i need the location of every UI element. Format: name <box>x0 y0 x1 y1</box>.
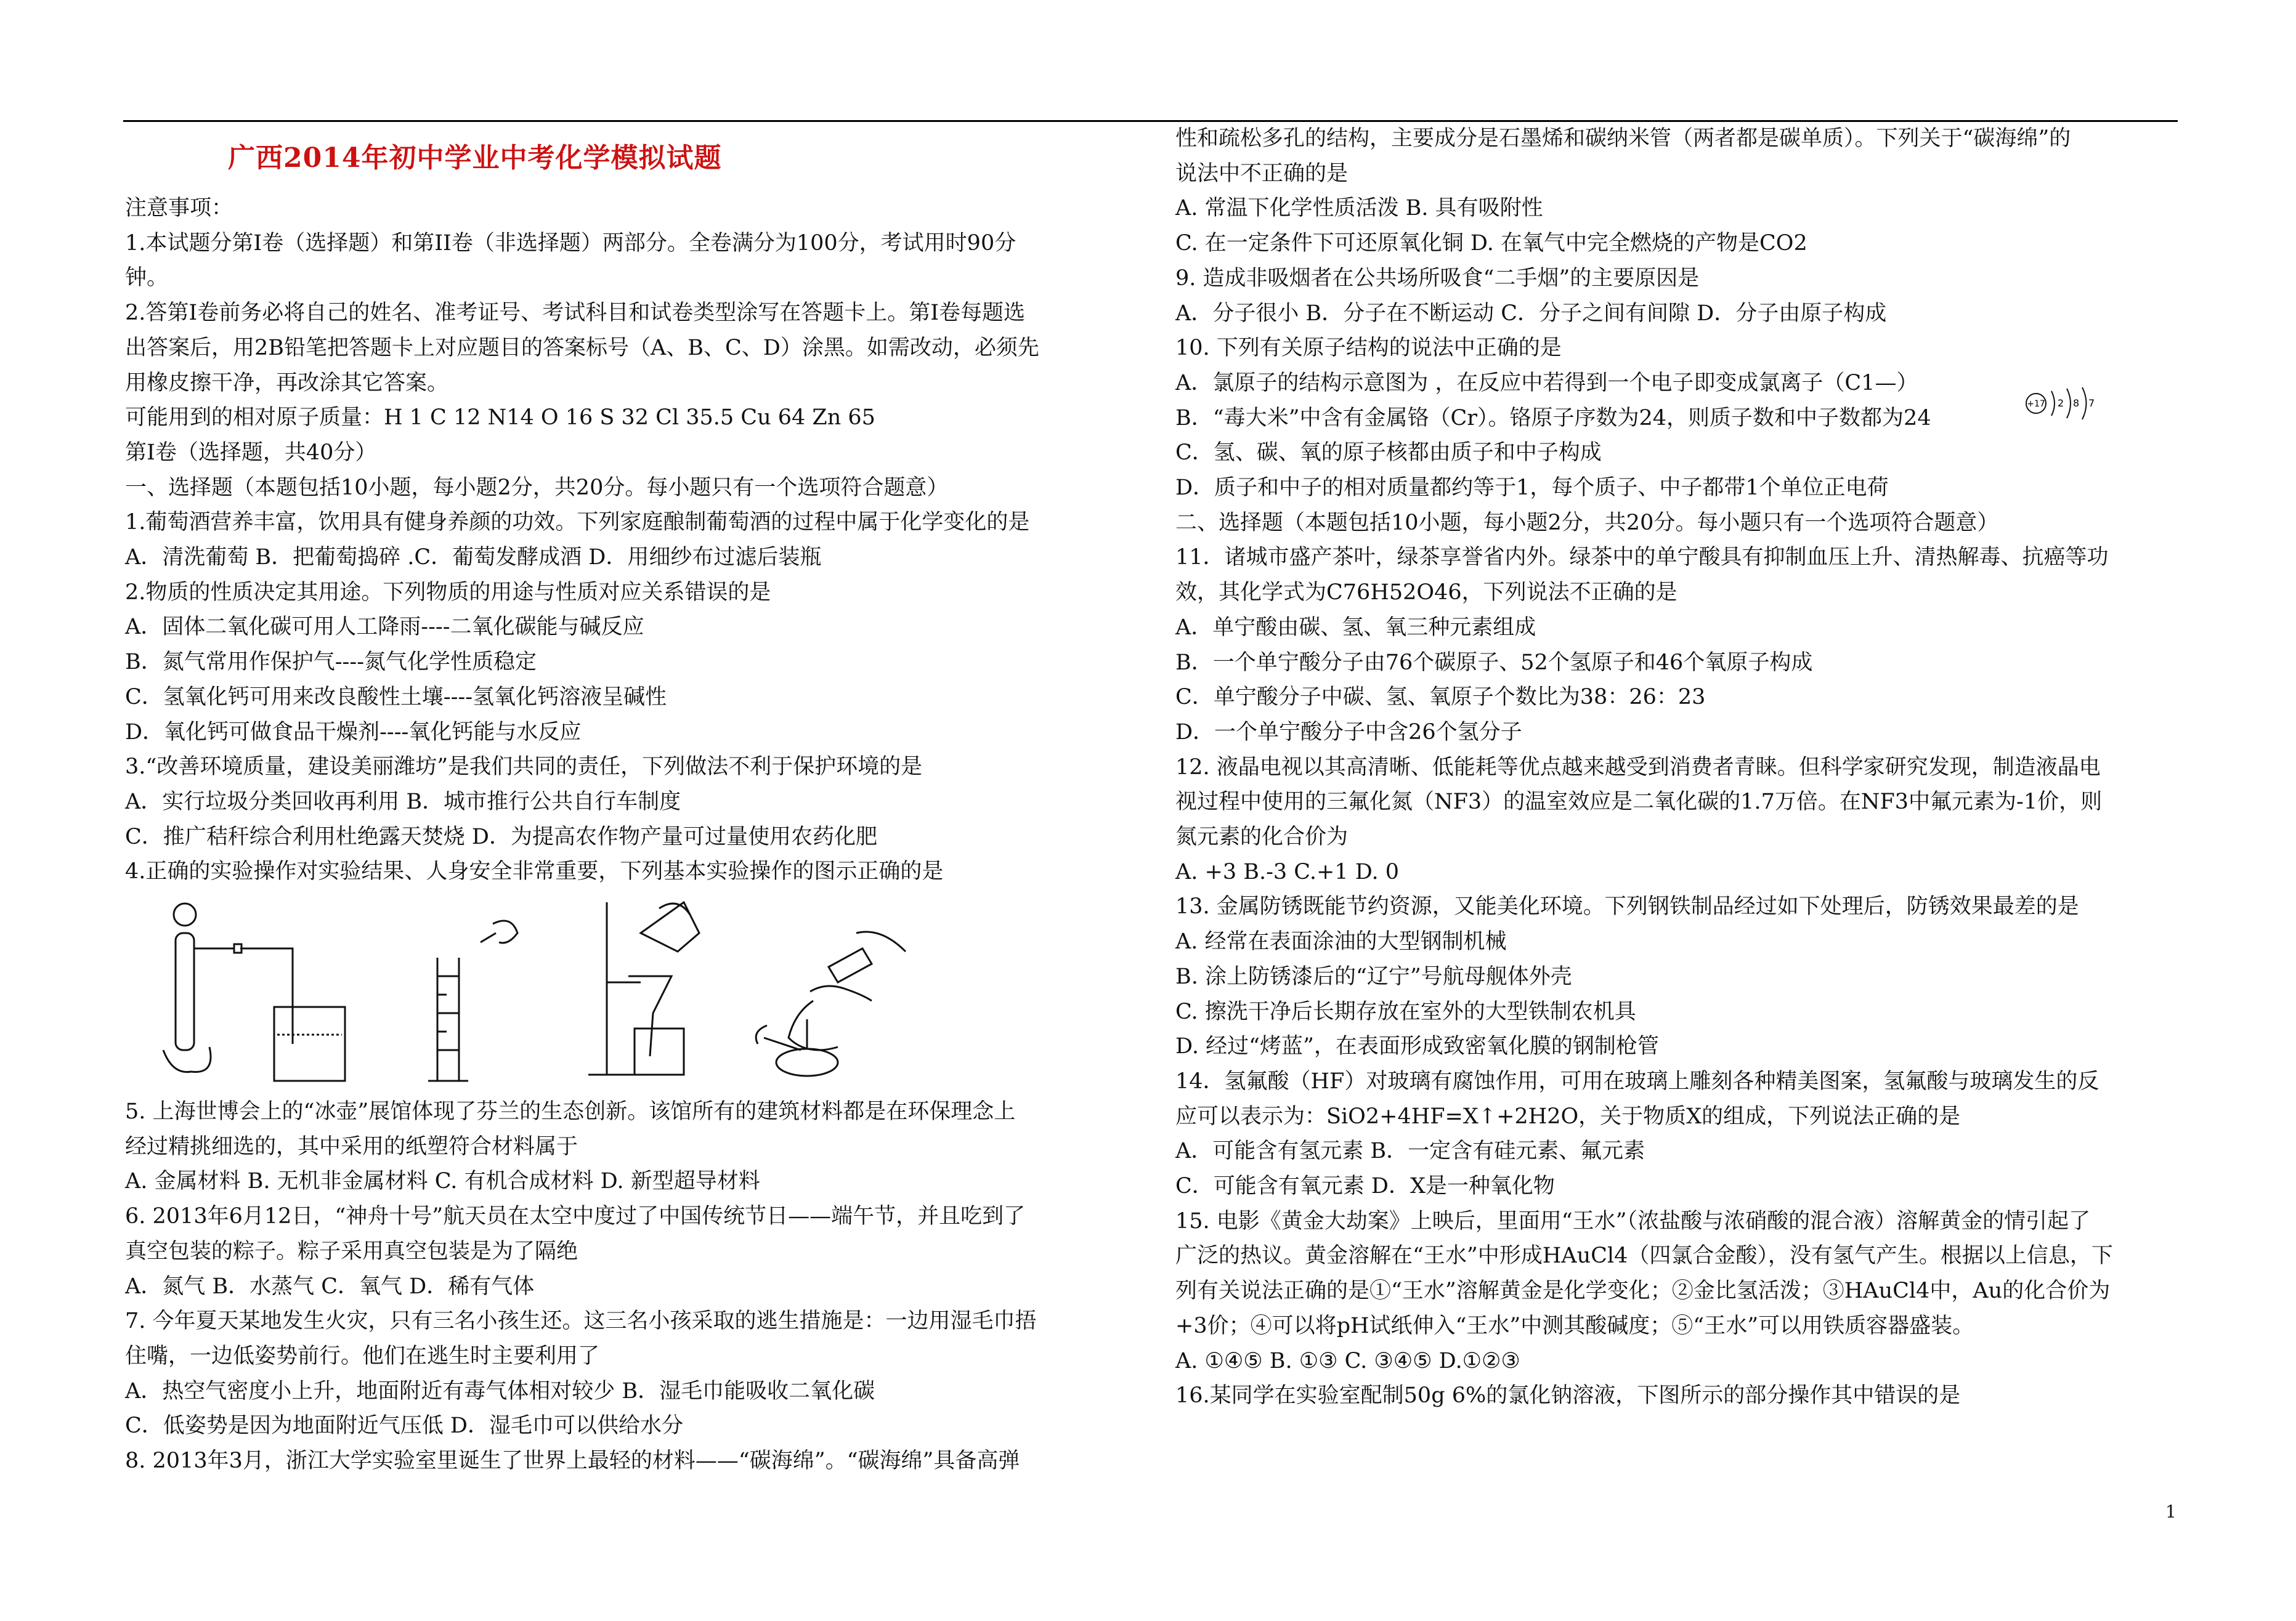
text-line: C．氢氧化钙可用来改良酸性土壤----氢氧化钙溶液呈碱性 <box>125 684 667 709</box>
svg-text:8: 8 <box>2073 397 2080 409</box>
gas-generation-apparatus <box>163 903 345 1081</box>
text-line: 9. 造成非吸烟者在公共场所吸食“二手烟”的主要原因是 <box>1175 265 1700 291</box>
text-line: 广泛的热议。黄金溶解在“王水”中形成HAuCl4（四氯合金酸），没有氢气产生。根据以上信息，下 <box>1175 1243 2113 1269</box>
text-line: 15. 电影《黄金大劫案》上映后，里面用“王水”（浓盐酸与浓硝酸的混合液）溶解黄金的情引起了 <box>1175 1208 2091 1234</box>
text-line: 真空包装的粽子。粽子采用真空包装是为了隔绝 <box>125 1239 578 1264</box>
text-line: 1.葡萄酒营养丰富，饮用具有健身养颜的功效。下列家庭酿制葡萄酒的过程中属于化学变化的是 <box>125 510 1030 535</box>
text-line: D．一个单宁酸分子中含26个氢分子 <box>1175 719 1522 745</box>
text-line: A．单宁酸由碳、氢、氧三种元素组成 <box>1175 615 1536 640</box>
text-line: 用橡皮擦干净，再改涂其它答案。 <box>125 370 449 395</box>
text-line: 12. 液晶电视以其高清晰、低能耗等优点越来越受到消费者青睐。但科学家研究发现，制造液晶电 <box>1175 754 2101 780</box>
text-line: 二、选择题（本题包括10小题，每小题2分，共20分。每小题只有一个选项符合题意） <box>1175 510 1999 535</box>
text-line: 13. 金属防锈既能节约资源，又能美化环境。下列钢铁制品经过如下处理后，防锈效果最差的是 <box>1175 894 2079 920</box>
text-line: 2.答第I卷前务必将自己的姓名、准考证号、考试科目和试卷类型涂写在答题卡上。第I卷每题选 <box>125 301 1026 326</box>
text-line: D．氧化钙可做食品干燥剂----氧化钙能与水反应 <box>125 719 582 745</box>
text-line: B．一个单宁酸分子由76个碳原子、52个氢原子和46个氧原子构成 <box>1175 650 1813 675</box>
text-line: C．氢、碳、氧的原子核都由质子和中子构成 <box>1175 440 1602 466</box>
text-line: 住嘴，一边低姿势前行。他们在逃生时主要利用了 <box>125 1343 600 1368</box>
text-line: C．低姿势是因为地面附近气压低 D．湿毛巾可以供给水分 <box>125 1413 683 1439</box>
text-line: A．固体二氧化碳可用人工降雨----二氧化碳能与碱反应 <box>125 615 644 640</box>
text-line: D. 经过“烤蓝”，在表面形成致密氧化膜的钢制枪管 <box>1175 1034 1659 1059</box>
text-line: 第I卷（选择题，共40分） <box>125 440 377 465</box>
header-rule <box>123 120 2178 122</box>
text-line: 说法中不正确的是 <box>1175 161 1349 186</box>
text-line: A．实行垃圾分类回收再利用 B．城市推行公共自行车制度 <box>125 789 681 814</box>
text-line: 16.某同学在实验室配制50g 6%的氯化钠溶液，下图所示的部分操作其中错误的是 <box>1175 1383 1961 1409</box>
text-line: A. 金属材料 B. 无机非金属材料 C. 有机合成材料 D. 新型超导材料 <box>125 1169 760 1194</box>
text-line: A. ①④⑤ B. ①③ C. ③④⑤ D.①②③ <box>1175 1348 1520 1373</box>
text-line: B．氮气常用作保护气----氮气化学性质稳定 <box>125 650 537 675</box>
text-line: 4.正确的实验操作对实验结果、人身安全非常重要，下列基本实验操作的图示正确的是 <box>125 859 944 884</box>
text-line: B. 涂上防锈漆后的“辽宁”号航母舰体外壳 <box>1175 964 1572 989</box>
text-line: C. 在一定条件下可还原氧化铜 D. 在氧气中完全燃烧的产物是CO2 <box>1175 231 1807 256</box>
filtration-setup <box>588 902 699 1075</box>
text-line: A．氯原子的结构示意图为 ，在反应中若得到一个电子即变成氯离子（C1—） <box>1175 370 1918 395</box>
text-line: D．质子和中子的相对质量都约等于1，每个质子、中子都带1个单位正电荷 <box>1175 475 1889 500</box>
text-line: 出答案后，用2B铅笔把答题卡上对应题目的答案标号（A、B、C、D）涂黑。如需改动，必须先 <box>125 335 1039 360</box>
text-line: 7. 今年夏天某地发生火灾，只有三名小孩生还。这三名小孩采取的逃生措施是：一边用湿毛巾捂 <box>125 1309 1037 1334</box>
text-line: 10. 下列有关原子结构的说法中正确的是 <box>1175 336 1562 361</box>
text-line: 经过精挑细选的，其中采用的纸塑符合材料属于 <box>125 1134 578 1159</box>
text-line: A．可能含有氢元素 B．一定含有硅元素、氟元素 <box>1175 1139 1645 1164</box>
text-line: 14．氢氟酸（HF）对玻璃有腐蚀作用，可用在玻璃上雕刻各种精美图案，氢氟酸与玻璃发生的反 <box>1175 1069 2099 1094</box>
page-number: 1 <box>2165 1502 2176 1522</box>
text-line: A．氮气 B．水蒸气 C．氧气 D．稀有气体 <box>125 1274 535 1299</box>
text-line: 2.物质的性质决定其用途。下列物质的用途与性质对应关系错误的是 <box>125 580 771 605</box>
text-line: 注意事项： <box>125 196 233 220</box>
text-line: 氮元素的化合价为 <box>1175 825 1349 849</box>
chlorine-atom-diagram <box>2024 385 2110 422</box>
svg-text:2: 2 <box>2058 397 2064 409</box>
text-line: A．分子很小 B．分子在不断运动 C．分子之间有间隙 D．分子由原子构成 <box>1175 301 1887 326</box>
text-line: C．推广秸秆综合利用杜绝露天焚烧 D．为提高农作物产量可过量使用农药化肥 <box>125 824 877 849</box>
text-line: 6. 2013年6月12日，“神舟十号”航天员在太空中度过了中国传统节日——端午节，并且吃到了 <box>125 1204 1026 1229</box>
text-line: A. +3 B.-3 C.+1 D. 0 <box>1175 859 1400 884</box>
text-line: 应可以表示为：SiO2+4HF=X↑+2H2O，关于物质X的组成，下列说法正确的是 <box>1175 1104 1961 1129</box>
text-line: 3.“改善环境质量，建设美丽潍坊”是我们共同的责任，下列做法不利于保护环境的是 <box>125 754 923 780</box>
graduated-cylinder-reading <box>428 921 517 1081</box>
page-title: 广西2014年初中学业中考化学模拟试题 <box>228 142 722 174</box>
text-line: 1.本试题分第I卷（选择题）和第II卷（非选择题）两部分。全卷满分为100分，考试用时90分 <box>125 230 1016 256</box>
text-line: 11．诸城市盛产茶叶，绿茶享誉省内外。绿茶中的单宁酸具有抑制血压上升、清热解毒、抗癌等功 <box>1175 545 2109 570</box>
text-line: 钟。 <box>125 265 169 291</box>
text-line: 性和疏松多孔的结构，主要成分是石墨烯和碳纳米管（两者都是碳单质）。下列关于“碳海绵”的 <box>1175 126 2071 151</box>
text-line: +3价；④可以将pH试纸伸入“王水”中测其酸碱度；⑤“王水”可以用铁质容器盛装。 <box>1175 1313 1974 1338</box>
svg-text:+17: +17 <box>2027 399 2045 409</box>
text-line: 效，其化学式为C76H52O46，下列说法不正确的是 <box>1175 580 1677 605</box>
text-line: A．清洗葡萄 B．把葡萄捣碎 .C．葡萄发酵成酒 D．用细纱布过滤后装瓶 <box>125 545 822 570</box>
text-line: A．热空气密度小上升，地面附近有毒气体相对较少 B．湿毛巾能吸收二氧化碳 <box>125 1378 875 1404</box>
text-line: B．“毒大米”中含有金属铬（Cr）。铬原子序数为24，则质子数和中子数都为24 <box>1175 405 1931 431</box>
alcohol-lamp-lighting <box>756 932 906 1076</box>
text-line: 8. 2013年3月，浙江大学实验室里诞生了世界上最轻的材料——“碳海绵”。“碳海绵”具备高弹 <box>125 1449 1020 1473</box>
text-line: A. 常温下化学性质活泼 B. 具有吸附性 <box>1175 196 1543 221</box>
text-line: 视过程中使用的三氟化氮（NF3）的温室效应是二氧化碳的1.7万倍。在NF3中氟元素为-1价，则 <box>1175 790 2103 815</box>
text-line: C. 擦洗干净后长期存放在室外的大型铁制农机具 <box>1175 999 1636 1024</box>
text-line: C．可能含有氧元素 D．X是一种氧化物 <box>1175 1174 1555 1199</box>
experiment-figure <box>148 896 943 1084</box>
text-line: A. 经常在表面涂油的大型钢制机械 <box>1175 929 1507 955</box>
text-line: 可能用到的相对原子质量：H 1 C 12 N14 O 16 S 32 Cl 35.5 Cu 64 Zn 65 <box>125 405 875 431</box>
text-line: 一、选择题（本题包括10小题，每小题2分，共20分。每小题只有一个选项符合题意） <box>125 475 949 500</box>
text-line: 列有关说法正确的是①“王水”溶解黄金是化学变化；②金比氢活泼；③HAuCl4中，Au的化合价为 <box>1175 1279 2111 1304</box>
svg-text:7: 7 <box>2088 397 2095 409</box>
text-line: C．单宁酸分子中碳、氢、氧原子个数比为38：26：23 <box>1175 685 1706 710</box>
text-line: 5. 上海世博会上的“冰壶”展馆体现了芬兰的生态创新。该馆所有的建筑材料都是在环保理念上 <box>125 1099 1016 1124</box>
